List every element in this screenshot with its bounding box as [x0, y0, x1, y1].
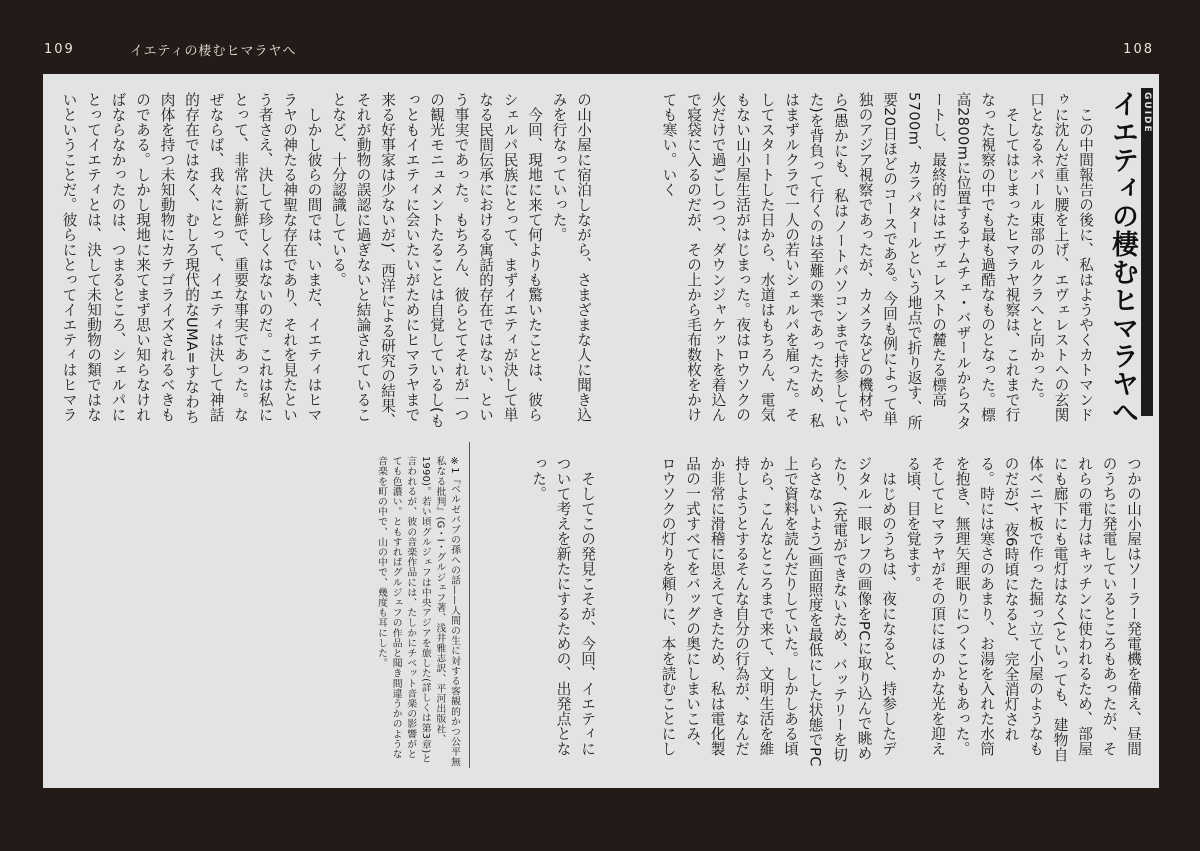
page-number-right: 108 — [1123, 42, 1154, 57]
body-column-right-bottom — [655, 456, 1145, 768]
body-column-right-top — [653, 92, 1097, 432]
paragraph: この中間報告の後に、私はようやくカトマンドゥに沈んだ重い腰を上げ、エヴェレストへの玄関口となるネパール東部のルクラへと向かった。 — [1028, 92, 1094, 422]
article-title: イエティの棲むヒマラヤへ — [1107, 90, 1138, 426]
footnote-divider — [469, 442, 470, 768]
footnote: ※1『ベルゼバブの孫への話——人間の生に対する客観的かつ公平無私なる批判』(G・I・グルジェフ著、浅井雅志訳、平河出版社、1990)。若い頃グルジェフは中央アジアを旅した(詳しくは第3章)と言われるが、彼の音楽作品には、たしかにチベット音楽の影響がとても色濃い。ともすればグルジェフの作品と聞き間違うかのような音楽を町の中で、山の中で、幾度も耳にした。 — [376, 456, 460, 767]
paragraph: 今回、現地に来て何よりも驚いたことは、彼らシェルパ民族にとって、まずイエティが決して単なる民間伝承における寓話的存在ではない、という事実であった。もちろん、彼らとてそれが一つの観光モニュメントたることは自覚しているし(もっともイエティに会いたいがためにヒマラヤまで来る好事家は少ないが)、西洋による研究の結果、それが動物の誤認に過ぎないと結論されていることなど、十分認識している。 — [330, 92, 543, 429]
book-spread — [43, 74, 1159, 788]
title-block — [1107, 88, 1153, 488]
paragraph: つかの山小屋はソーラー発電機を備え、昼間のうちに発電しているところもあったが、それらの電力はキッチンに使われるため、部屋にも廊下にも電灯はなく(といっても、建物自体ベニヤ板で作った掘っ立て小屋のようなものだが)、夜6時頃になると、完全消灯される。時には寒さのあまり、お湯を入れた水筒を抱き、無理矢理眠りにつくこともあった。そしてヒマラヤがその頂にほのかな光を迎える頃、目を覚ます。 — [904, 456, 1142, 763]
page-number-left: 109 — [44, 42, 75, 57]
paragraph: そしてこの発見こそが、今回、イエティについて考えを新たにするための、出発点となった。 — [530, 456, 596, 756]
paragraph: そしてはじまったヒマラヤ視察は、これまで行なった視察の中でも最も過酷なものとなった。標高2800mに位置するナムチェ・バザールからスタートし、最終的にはエヴェレストの麓たる標高5700m、カラパタールという地点で折り返す、所要20日ほどのコースである。今回も例によって単独のアジア視察であったが、カメラなどの機材やら(愚かにも、私はノートパソコンまで持参していた)を背負って行くのは至難の業であったため、私はまずルクラで一人の若いシェルパを雇った。そしてスタートした日から、水道はもちろん、電気もない山小屋生活がはじまった。夜はロウソクの火だけで過ごしつつ、ダウンジャケットを着込んで寝袋に入るのだが、その上から毛布数枚をかけても寒い。いく — [660, 92, 1021, 431]
paragraph: の山小屋に宿泊しながら、さまざまな人に聞き込みを行なっていった。 — [550, 92, 592, 422]
title-bar — [1141, 88, 1153, 416]
paragraph: しかし彼らの間では、いまだ、イエティはヒマラヤの神たる神聖な存在であり、それを見たという者さえ、決して珍しくはないのだ。これは私にとって、非常に新鮮で、重要な事実であった。なぜならば、我々にとって、イエティは決して神話的存在ではなく、むしろ現代的なUMA=すなわち肉体を持つ未知動物にカテゴライズされるべきものである。しかし現地に来てまず思い知らなければならなかったのは、つまるところ、シェルパにとってイエティとは、決して未知動物の類ではないということだ。彼らにとってイエティはヒマラ — [60, 92, 323, 425]
body-column-left-bottom — [499, 456, 599, 768]
body-column-left-top — [57, 92, 595, 432]
running-title: イエティの棲むヒマラヤへ — [130, 44, 297, 59]
paragraph: はじめのうちは、夜になると、持参したデジタル一眼レフの画像をPCに取り込んで眺めたり、(充電ができないため、バッテリーを切らさないよう)画面照度を最低にした状態でPC上で資料を読んだりしていた。しかしある頃から、こんなところまで来て、文明生活を維持しようとするそんな自分の行為が、なんだか非常に滑稽に思えてきたため、私は電化製品の一式すべてをバッグの奥にしまいこみ、ロウソクの灯りを頼りに、本を読むことにし — [659, 456, 897, 767]
guide-label: GUIDE — [1142, 92, 1152, 134]
